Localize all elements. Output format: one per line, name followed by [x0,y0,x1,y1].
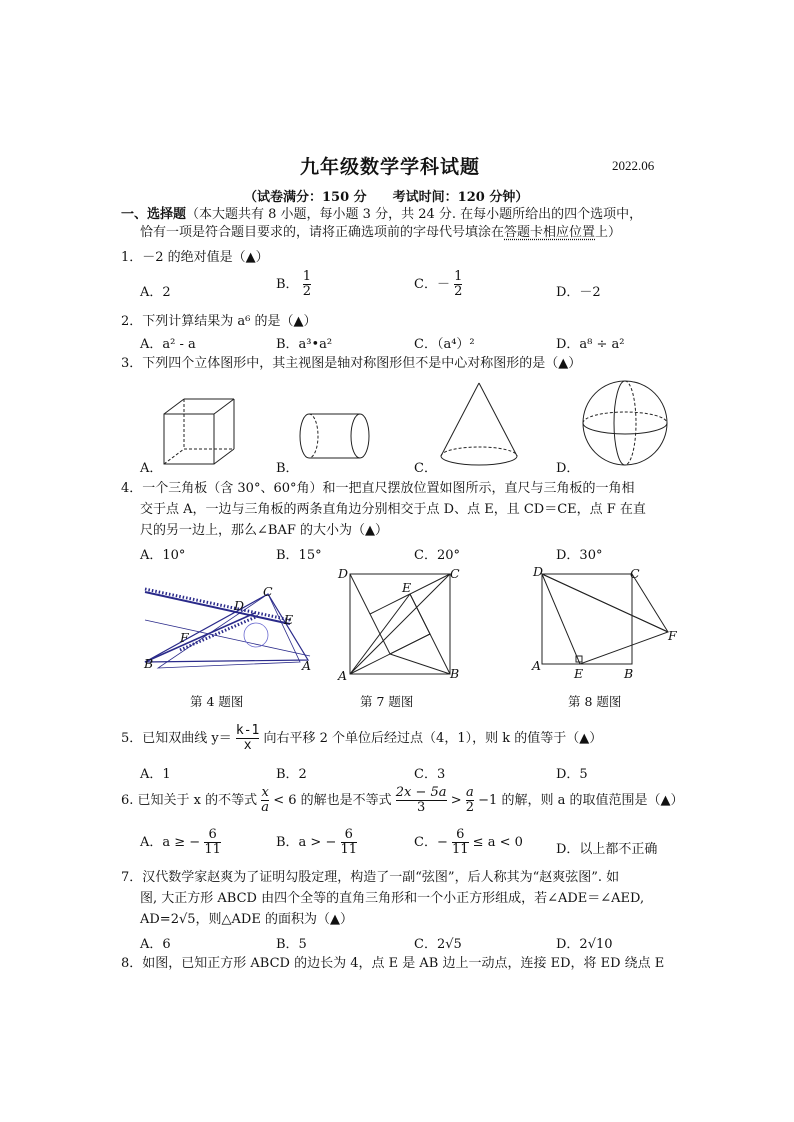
q4-line2: 交于点 A，一边与三角板的两条直角边分别相交于点 D、点 E，且 CD＝CE，点 F 在直 [140,502,646,517]
fig4-label-e: E [284,612,294,627]
q1-b-num: 1 [302,269,311,284]
q1-b-label: B． [276,277,299,292]
q4-option-c: C．20° [414,548,460,563]
q5-num: k-1 [235,723,260,738]
q6-option-b [276,828,357,857]
q7-option-c: C．2√5 [414,937,462,952]
fig7-label-e: E [402,580,412,595]
q1-b-den: 2 [302,284,311,299]
q6-c-pre: C．− [414,835,448,850]
fig4-caption: 第 4 题图 [190,694,244,709]
q4-line1: 4．一个三角板（含 30°、60°角）和一把直尺摆放位置如图所示，直尺与三角板的一角相 [121,481,635,496]
q7-option-d: D．2√10 [556,937,613,952]
q5-fraction [236,724,259,753]
q3-option-b: B． [276,461,299,476]
figure-8 [536,568,676,668]
fig4-label-c: C [263,584,273,599]
section-intro-line1 [121,206,642,224]
fig7-label-c: C [450,566,460,581]
q3-option-d: D． [556,461,580,476]
section-intro-b: 恰有一项是符合题目要求的，请将正确选项前的字母代号填涂在 [140,225,505,240]
q2-option-d: D．a⁸ ÷ a² [556,337,625,352]
q6-b-d: 11 [340,842,358,857]
q6-f3d: 2 [465,800,475,815]
q3-cylinder-figure [296,410,376,462]
q2-stem: 2．下列计算结果为 a⁶ 的是（▲） [121,314,317,329]
q3-stem: 3．下列四个立体图形中，其主视图是轴对称图形但不是中心对称图形的是（▲） [121,356,582,371]
fig4-label-f: F [180,630,189,645]
q6-a-frac [204,828,221,857]
q8-line1: 8．如图，已知正方形 ABCD 的边长为 4，点 E 是 AB 边上一动点，连接 ED，将 ED 绕点 E [121,956,665,971]
q3-cube-figure [160,396,240,468]
q2-option-a: A．a² - a [140,337,196,352]
fig8-label-f: F [668,628,677,643]
section-intro-a: （本大题共有 8 小题，每小题 3 分，共 24 分. 在每小题所给出的四个选项中， [186,207,643,222]
fig7-label-d: D [338,566,349,581]
q6-b-pre: B．a > − [276,835,337,850]
q2-option-b: B．a³•a² [276,337,333,352]
q6-f2n: 2x − 5a [395,785,447,800]
q6-mid2: > [450,793,462,808]
q5-option-c: C．3 [414,767,446,782]
q7-line2: 图, 大正方形 ABCD 由四个全等的直角三角形和一个小正方形组成，若∠ADE＝∠AED, [140,891,645,906]
q6-f1d: a [261,800,270,815]
q6-c-frac [452,828,469,857]
q4-line3: 尺的另一边上，那么∠BAF 的大小为（▲） [140,523,388,538]
q4-option-d: D．30° [556,548,603,563]
q1-c-label: C．－ [414,277,450,292]
q7-line1: 7．汉代数学家赵爽为了证明勾股定理，构造了一副“弦图”，后人称其为“赵爽弦图”. 如 [121,870,620,885]
fig8-caption: 第 8 题图 [568,694,622,709]
fig8-label-d: D [533,564,544,579]
q1-b-fraction [303,270,311,299]
section-intro-dots: 答题卡相应位置 [504,225,596,240]
q1-option-d: D．－2 [556,285,601,300]
q3-cone-figure [436,380,522,470]
q3-option-a: A． [140,461,163,476]
q6-option-d: D．以上都不正确 [556,842,658,857]
q7-line3: AD=2√5，则△ADE 的面积为（▲） [140,912,353,927]
q5-option-b: B．2 [276,767,307,782]
q2-option-c: C．（a⁴）² [414,337,475,352]
q6-f2d: 3 [417,800,426,815]
exam-info: （试卷满分：150 分 考试时间：120 分钟） [244,190,529,205]
fig7-label-a: A [338,668,348,683]
fig4-label-d: D [234,598,245,613]
q6-a-pre: A．a ≥ − [140,835,201,850]
q5-den: x [243,738,252,753]
fig8-label-b: B [624,666,634,681]
q1-stem: 1．－2 的绝对值是（▲） [121,250,269,265]
fig8-label-e: E [574,666,584,681]
q5-stem [121,724,602,753]
q6-c-d: 11 [451,842,469,857]
q6-f1n: x [261,785,269,800]
q6-a-n: 6 [208,827,217,842]
q6-pre: 6. 已知关于 x 的不等式 [121,793,258,808]
page-title: 九年级数学学科试题 [300,156,481,178]
q6-c-n: 6 [456,827,465,842]
q1-option-a: A．2 [140,285,171,300]
q5-post: 向右平移 2 个单位后经过点（4，1），则 k 的值等于（▲） [263,731,603,746]
q7-option-a: A．6 [140,937,171,952]
q6-option-c [414,828,523,857]
q6-post: −1 的解，则 a 的取值范围是（▲） [478,793,684,808]
q1-c-num: 1 [454,269,463,284]
q6-mid1: < 6 的解也是不等式 [273,793,392,808]
q1-c-fraction [454,270,462,299]
q6-f3n: a [465,785,474,800]
section-heading: 一、选择题 [121,207,187,222]
fig8-label-a: A [532,658,542,673]
fig4-label-a: A [302,658,312,673]
q6-frac3 [466,786,474,815]
section-intro-line2 [140,224,621,242]
section-intro-end: 上） [595,225,622,240]
figure-7 [344,568,456,680]
q3-option-c: C． [414,461,437,476]
q6-stem [121,786,683,815]
q1-option-b [276,270,311,299]
q3-sphere-figure [578,378,672,468]
q6-b-frac [341,828,358,857]
fig7-caption: 第 7 题图 [360,694,414,709]
q6-frac2 [396,786,447,815]
q5-pre: 5．已知双曲线 y＝ [121,731,232,746]
q4-option-b: B．15° [276,548,322,563]
q1-c-den: 2 [454,284,463,299]
q1-option-c [414,270,462,299]
fig8-label-c: C [630,566,640,581]
exam-date: 2022.06 [612,158,655,173]
q6-a-d: 11 [204,842,221,857]
q6-c-post: ≤ a < 0 [472,835,523,850]
q5-option-d: D．5 [556,767,588,782]
q4-option-a: A．10° [140,548,186,563]
q6-b-n: 6 [344,827,353,842]
q6-option-a [140,828,221,857]
fig4-label-b: B [144,656,154,671]
q7-option-b: B．5 [276,937,307,952]
q5-option-a: A．1 [140,767,171,782]
fig7-label-b: B [450,666,460,681]
q6-frac1 [261,786,269,815]
